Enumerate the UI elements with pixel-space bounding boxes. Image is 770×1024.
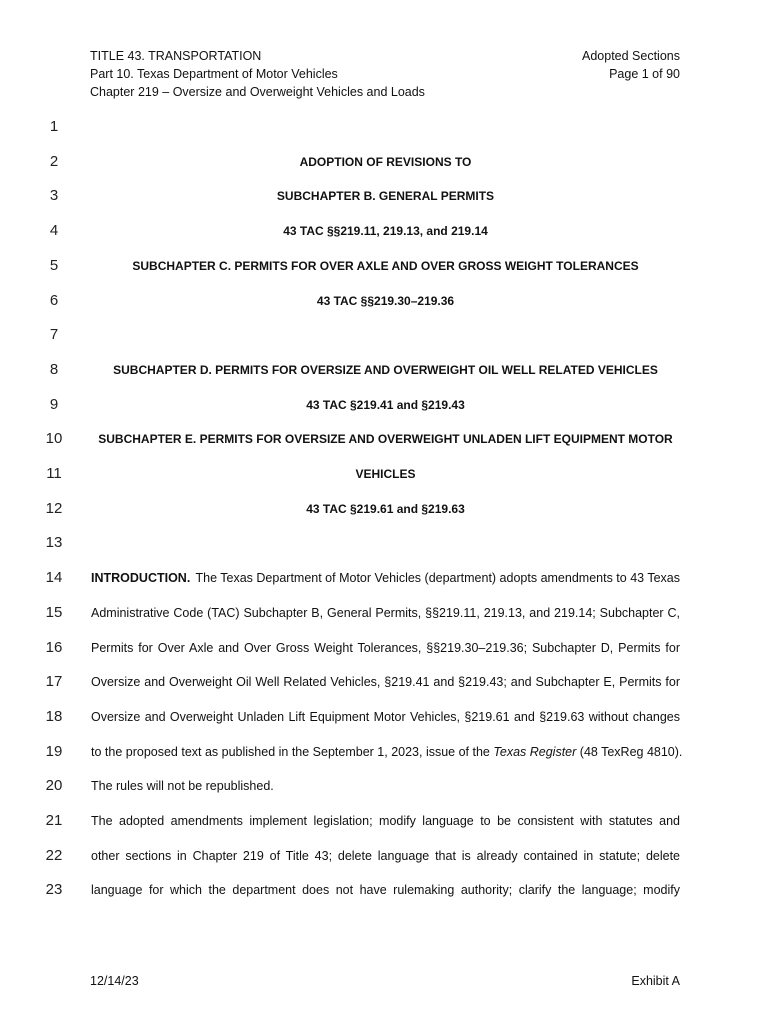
body-text: Oversize and Overweight Oil Well Related Vehicles, §219.41 and §219.43; and Subchapter E, Permits for: [91, 675, 680, 689]
body-text: other sections in Chapter 219 of Title 43; delete language that is already contained in statute; delete: [91, 849, 680, 863]
line-number: 8: [49, 361, 59, 378]
line-number: 10: [45, 430, 63, 447]
line-12: [0, 499, 770, 519]
line-11: [0, 464, 770, 484]
line-20: [0, 776, 770, 796]
line-18: [0, 707, 770, 727]
line-1: [0, 117, 770, 137]
line-23: [0, 880, 770, 900]
footer-exhibit: Exhibit A: [631, 974, 680, 988]
line-7: [0, 325, 770, 345]
body-text-part: to the proposed text as published in the September 1, 2023, issue of the: [91, 745, 490, 759]
heading-tac-c: 43 TAC §§219.30–219.36: [316, 294, 455, 308]
body-text: [91, 742, 683, 762]
heading-subchapter-d: SUBCHAPTER D. PERMITS FOR OVERSIZE AND OVERWEIGHT OIL WELL RELATED VEHICLES: [113, 363, 658, 377]
footer-date: 12/14/23: [90, 974, 139, 988]
header-chapter: Chapter 219 – Oversize and Overweight Vehicles and Loads: [90, 85, 425, 99]
line-19: [0, 742, 770, 762]
line-6: [0, 291, 770, 311]
header-part: Part 10. Texas Department of Motor Vehicles: [90, 67, 338, 81]
line-number: 1: [49, 118, 59, 135]
header-title: TITLE 43. TRANSPORTATION: [90, 49, 262, 63]
heading-tac-e: 43 TAC §219.61 and §219.63: [306, 502, 465, 516]
intro-line: [91, 568, 680, 588]
header-left: [90, 47, 425, 101]
line-number: 2: [49, 153, 59, 170]
line-number: 4: [49, 222, 59, 239]
line-22: [0, 846, 770, 866]
body-text: Oversize and Overweight Unladen Lift Equipment Motor Vehicles, §219.61 and §219.63 without changes: [91, 710, 680, 724]
line-3: [0, 186, 770, 206]
body-text-part: (48 TexReg 4810).: [579, 745, 683, 759]
line-14: [0, 568, 770, 588]
heading-subchapter-e-cont: VEHICLES: [355, 467, 416, 481]
heading-tac-d: 43 TAC §219.41 and §219.43: [306, 398, 465, 412]
intro-text: The Texas Department of Motor Vehicles (department) adopts amendments to 43 Texas: [195, 571, 680, 585]
heading-subchapter-b: SUBCHAPTER B. GENERAL PERMITS: [276, 189, 495, 203]
line-15: [0, 603, 770, 623]
line-number: 5: [49, 257, 59, 274]
line-number: 13: [45, 534, 63, 551]
line-number: 14: [45, 569, 63, 586]
line-10: [0, 429, 770, 449]
header-page-number: Page 1 of 90: [609, 67, 680, 81]
line-number: 23: [45, 881, 63, 898]
heading-subchapter-e: SUBCHAPTER E. PERMITS FOR OVERSIZE AND OVERWEIGHT UNLADEN LIFT EQUIPMENT MOTOR: [98, 432, 673, 446]
line-16: [0, 638, 770, 658]
line-number: 6: [49, 292, 59, 309]
line-number: 11: [46, 465, 62, 482]
heading-tac-b: 43 TAC §§219.11, 219.13, and 219.14: [283, 224, 488, 238]
line-5: [0, 256, 770, 276]
body-text: language for which the department does not have rulemaking authority; clarify the language; modify: [91, 883, 680, 897]
line-number: 22: [45, 847, 63, 864]
line-number: 21: [45, 812, 63, 829]
line-number: 7: [49, 326, 59, 343]
line-17: [0, 672, 770, 692]
body-text: The adopted amendments implement legislation; modify language to be consistent with statutes and: [91, 814, 680, 828]
line-4: [0, 221, 770, 241]
line-21: [0, 811, 770, 831]
line-number: 9: [49, 396, 59, 413]
line-8: [0, 360, 770, 380]
publication-title: Texas Register: [493, 745, 577, 759]
line-number: 20: [45, 777, 63, 794]
line-2: [0, 152, 770, 172]
line-number: 18: [45, 708, 63, 725]
line-number: 12: [45, 500, 63, 517]
line-13: [0, 533, 770, 553]
body-text: The rules will not be republished.: [91, 779, 274, 793]
line-number: 3: [49, 187, 59, 204]
line-number: 17: [45, 673, 63, 690]
body-text: Administrative Code (TAC) Subchapter B, General Permits, §§219.11, 219.13, and 219.14; Subchapter C,: [91, 606, 680, 620]
body-text: Permits for Over Axle and Over Gross Weight Tolerances, §§219.30–219.36; Subchapter D, Permits for: [91, 641, 680, 655]
line-number: 19: [45, 743, 63, 760]
heading-adoption: ADOPTION OF REVISIONS TO: [299, 155, 472, 169]
header-adopted: Adopted Sections: [582, 49, 680, 63]
line-9: [0, 395, 770, 415]
heading-subchapter-c: SUBCHAPTER C. PERMITS FOR OVER AXLE AND OVER GROSS WEIGHT TOLERANCES: [132, 259, 639, 273]
line-number: 16: [45, 639, 63, 656]
line-number: 15: [45, 604, 63, 621]
intro-label: INTRODUCTION.: [91, 571, 191, 585]
header-right: [582, 47, 680, 83]
